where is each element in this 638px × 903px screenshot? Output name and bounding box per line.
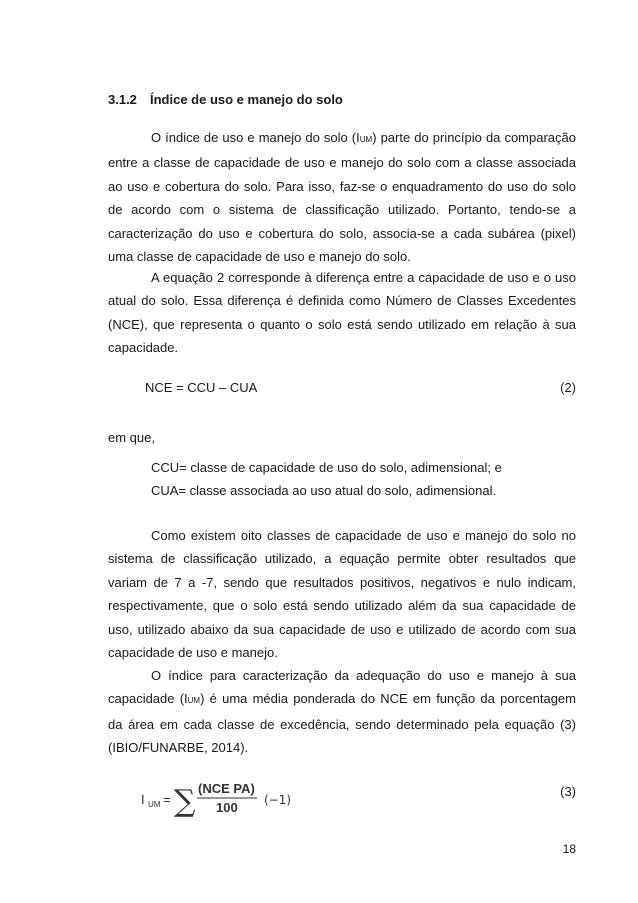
paragraph-intro-text-b: ) parte do princípio da comparação entre a classe de capacidade de uso e manejo do solo com a classe associada ao uso e cobertura do solo. Para isso, faz-se o enquadramento do uso do solo de acordo com o sistema de classificação utilizado. Portanto, tendo-se a caracterização do uso e cobertura do solo, associa-se a cada subárea (pixel) uma classe de capacidade de uso e manejo do solo. [108, 130, 576, 265]
definition-cua: CUA= classe associada ao uso atual do solo, adimensional. [151, 483, 497, 498]
equation-3-factor: (−1) [264, 793, 292, 807]
paragraph-intro-text-a: O índice de uso e manejo do solo (I [151, 130, 360, 145]
equation-3-lhs: I [141, 792, 145, 807]
equation-3-equals: = [163, 792, 171, 807]
paragraph-equation-2-description: A equação 2 corresponde à diferença entre a capacidade de uso e o uso atual do solo. Essa diferença é definida como Número de Classes Excedentes (NCE), que representa o quanto o solo está sendo utilizado em relação à sua capacidade. [108, 270, 576, 356]
paragraph-intro [108, 126, 576, 268]
equation-3-numerator: (NCE PA) [198, 781, 255, 796]
equation-2-number: (2) [560, 380, 576, 395]
em-que-label: em que, [108, 430, 155, 445]
equation-2-expression: NCE = CCU – CUA [145, 380, 258, 395]
subscript-um: UM [359, 135, 373, 144]
paragraph-index-text-b: ) é uma média ponderada do NCE em função da porcentagem da área em cada classe de excedência, sendo determinado pela equação (3) (IBIO/FUNARBE, 2014). [108, 691, 576, 756]
equation-3-formula [141, 779, 311, 819]
subscript-um-2: UM [187, 696, 201, 706]
equation-3-lhs-subscript: UM [148, 800, 161, 809]
summation-symbol: ∑ [174, 784, 196, 819]
equation-3-denominator: 100 [216, 800, 238, 815]
equation-3-number: (3) [560, 784, 576, 799]
page-number: 18 [562, 842, 576, 856]
definition-ccu: CCU= classe de capacidade de uso do solo, adimensional; e [151, 460, 502, 475]
section-heading [108, 92, 343, 107]
section-number: 3.1.2 [108, 92, 137, 107]
paragraph-index [108, 664, 576, 760]
paragraph-classes: Como existem oito classes de capacidade de uso e manejo do solo no sistema de classificação utilizado, a equação permite obter resultados que variam de 7 a -7, sendo que resultados positivos, negativos e nulo indicam, respectivamente, que o solo está sendo utilizado além da sua capacidade de uso, utilizado abaixo da sua capacidade de uso e utilizado de acordo com sua capacidade de uso e manejo. [108, 528, 576, 661]
section-title: Índice de uso e manejo do solo [150, 92, 343, 107]
paragraph-index-text-a: O índice para caracterização da adequação do uso e manejo à sua capacidade (I [108, 668, 576, 707]
